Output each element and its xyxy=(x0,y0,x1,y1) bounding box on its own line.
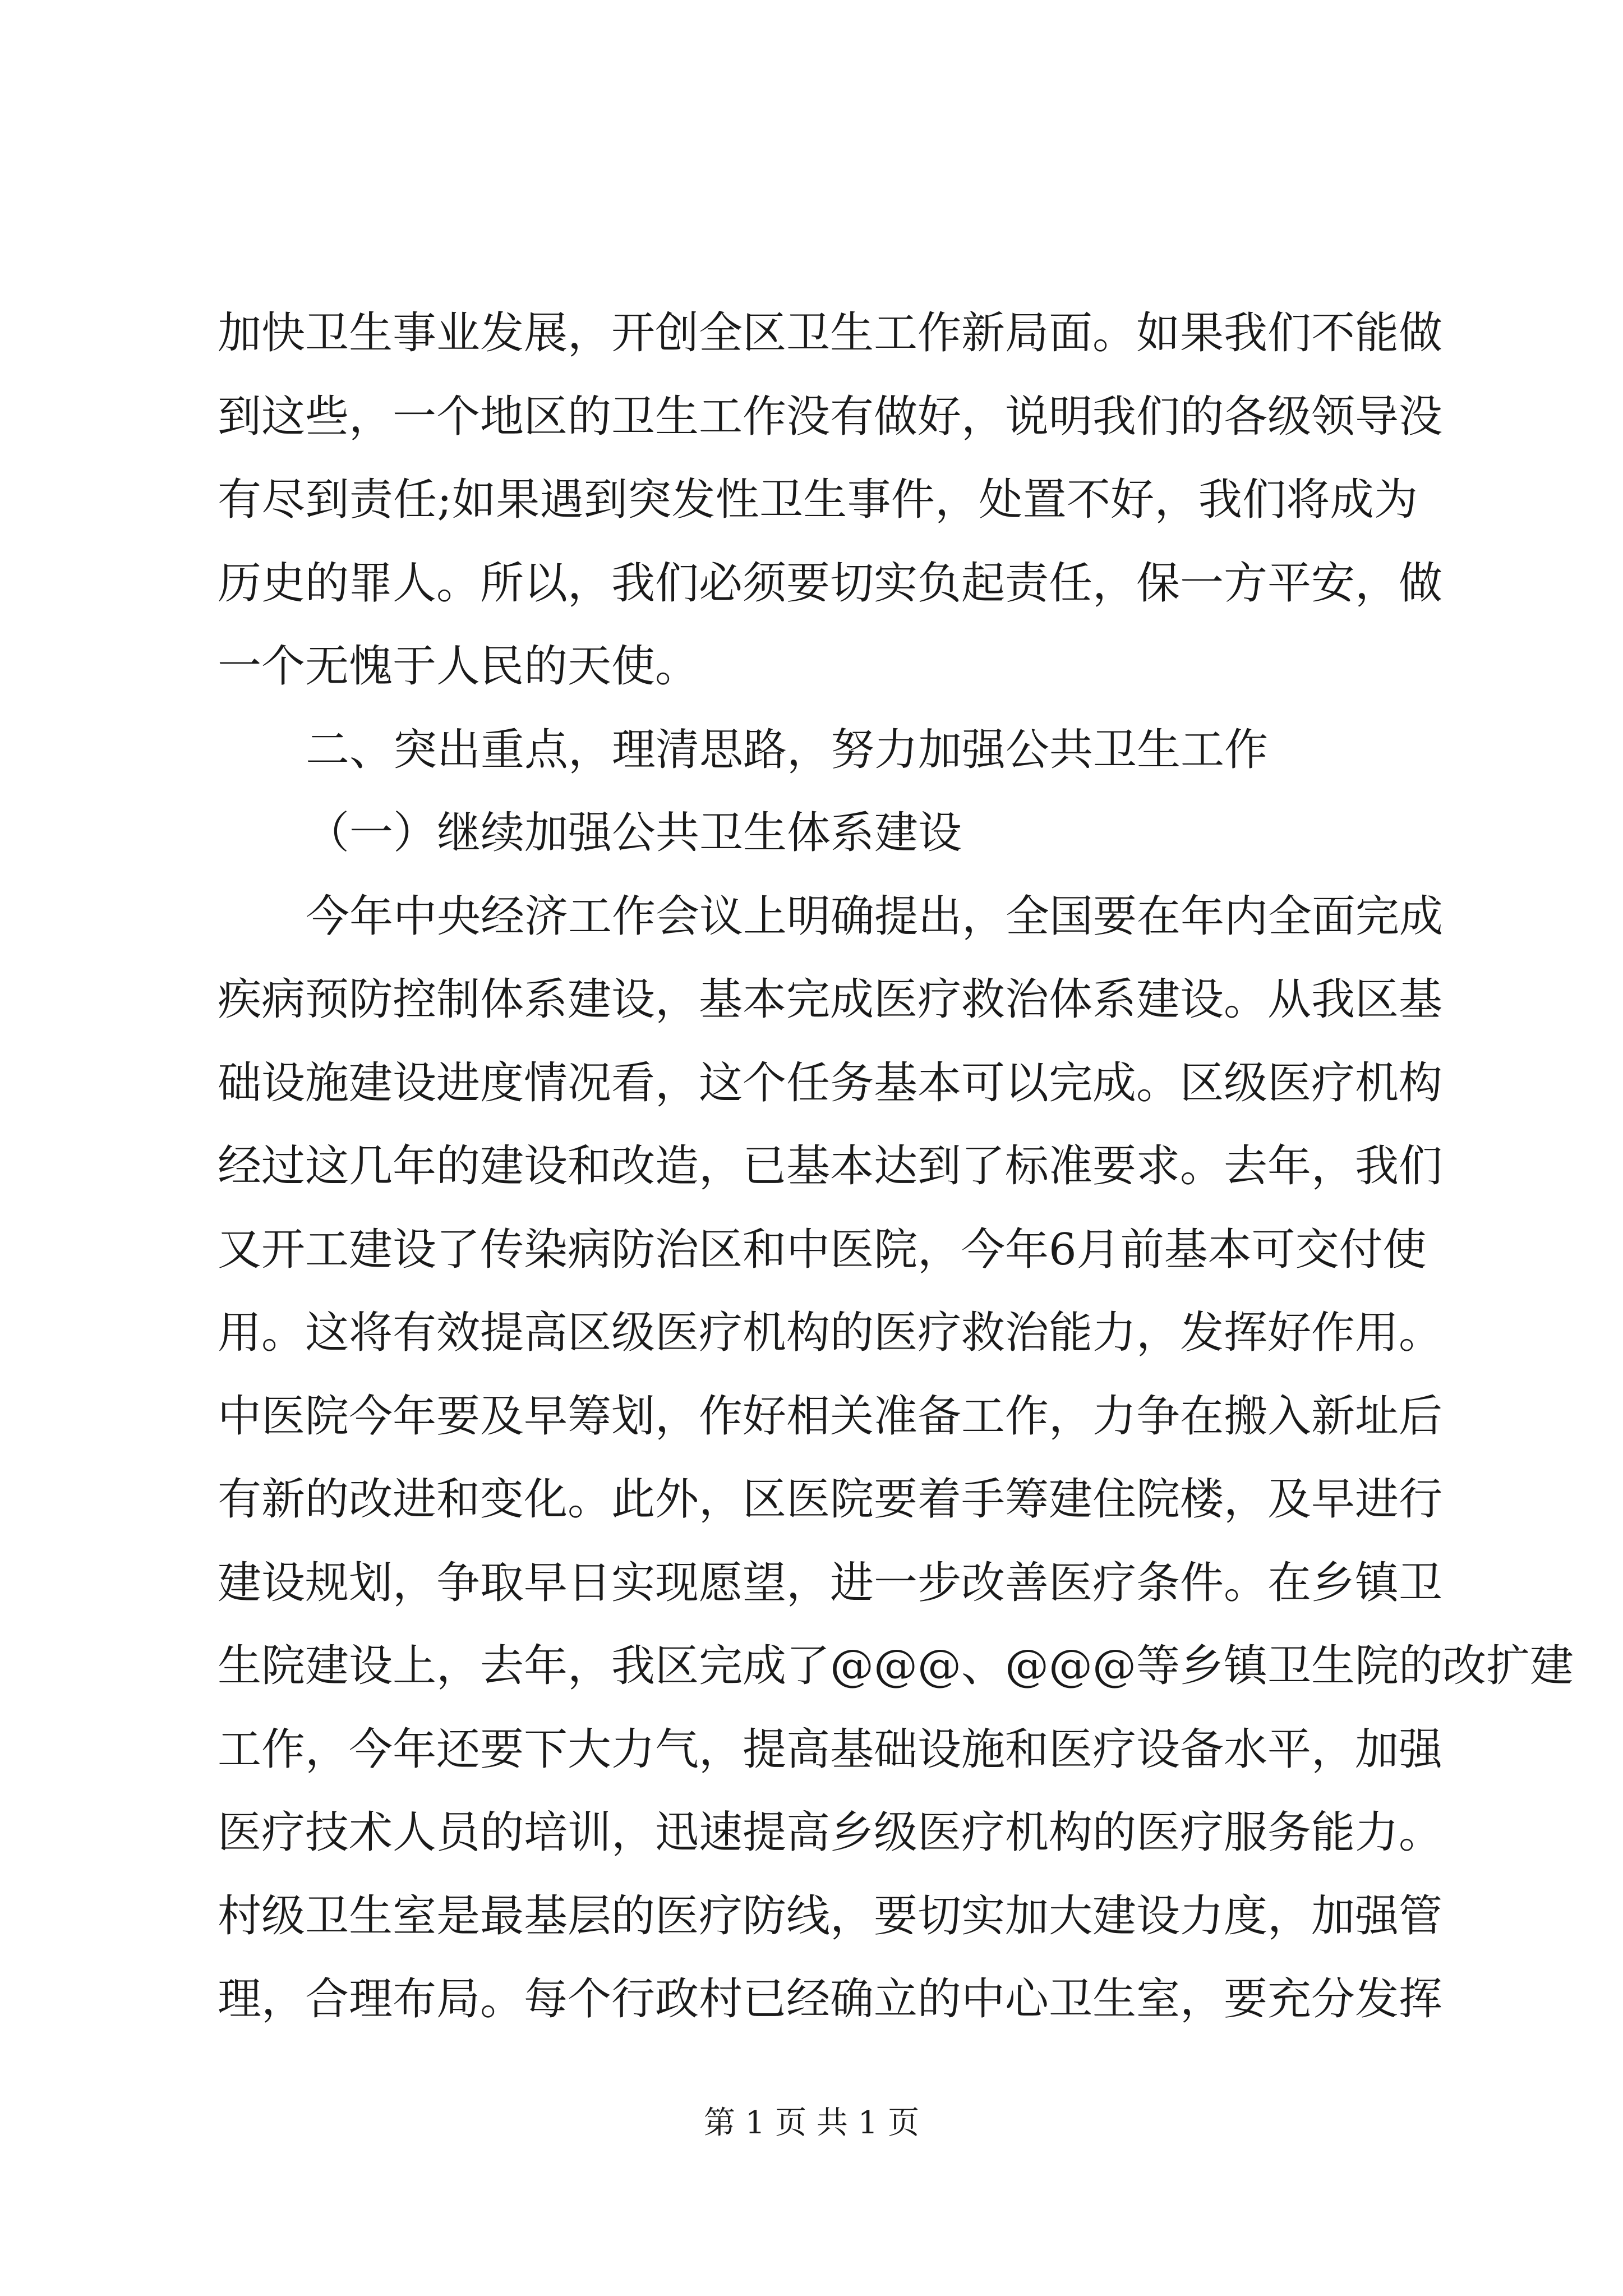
text-line: 疾病预防控制体系建设，基本完成医疗救治体系建设。从我区基 xyxy=(218,974,1443,1025)
text-line: 中医院今年要及早筹划，作好相关准备工作，力争在搬入新址后 xyxy=(218,1391,1443,1442)
text-line: 医疗技术人员的培训，迅速提高乡级医疗机构的医疗服务能力。 xyxy=(218,1807,1443,1858)
text-line: （一）继续加强公共卫生体系建设 xyxy=(306,808,962,858)
text-line: 加快卫生事业发展，开创全区卫生工作新局面。如果我们不能做 xyxy=(218,308,1443,358)
page-footer: 第 1 页 共 1 页 xyxy=(703,2105,920,2141)
text-line: 二、突出重点，理清思路，努力加强公共卫生工作 xyxy=(306,724,1269,775)
text-line: 一个无愧于人民的天使。 xyxy=(218,641,699,692)
text-line: 工作，今年还要下大力气，提高基础设施和医疗设备水平，加强 xyxy=(218,1724,1443,1775)
text-line: 到这些，一个地区的卫生工作没有做好，说明我们的各级领导没 xyxy=(218,391,1443,442)
text-line: 有新的改进和变化。此外，区医院要着手筹建住院楼，及早进行 xyxy=(218,1474,1443,1525)
text-line: 用。这将有效提高区级医疗机构的医疗救治能力，发挥好作用。 xyxy=(218,1308,1443,1358)
document-body xyxy=(218,292,1574,2041)
text-line: 历史的罪人。所以，我们必须要切实负起责任，保一方平安，做 xyxy=(218,558,1443,609)
text-line: 建设规划，争取早日实现愿望，进一步改善医疗条件。在乡镇卫 xyxy=(218,1557,1443,1608)
text-line: 生院建设上，去年，我区完成了@@@、@@@等乡镇卫生院的改扩建 xyxy=(218,1641,1574,1691)
text-line: 村级卫生室是最基层的医疗防线，要切实加大建设力度，加强管 xyxy=(218,1890,1443,1941)
text-line: 今年中央经济工作会议上明确提出，全国要在年内全面完成 xyxy=(306,891,1444,942)
text-line: 经过这几年的建设和改造，已基本达到了标准要求。去年，我们 xyxy=(218,1141,1443,1191)
text-line: 有尽到责任;如果遇到突发性卫生事件，处置不好，我们将成为 xyxy=(218,475,1418,525)
text-line: 又开工建设了传染病防治区和中医院，今年6月前基本可交付使 xyxy=(218,1224,1427,1275)
text-line: 础设施建设进度情况看，这个任务基本可以完成。区级医疗机构 xyxy=(218,1057,1443,1108)
text-line: 理，合理布局。每个行政村已经确立的中心卫生室，要充分发挥 xyxy=(218,1974,1443,2024)
